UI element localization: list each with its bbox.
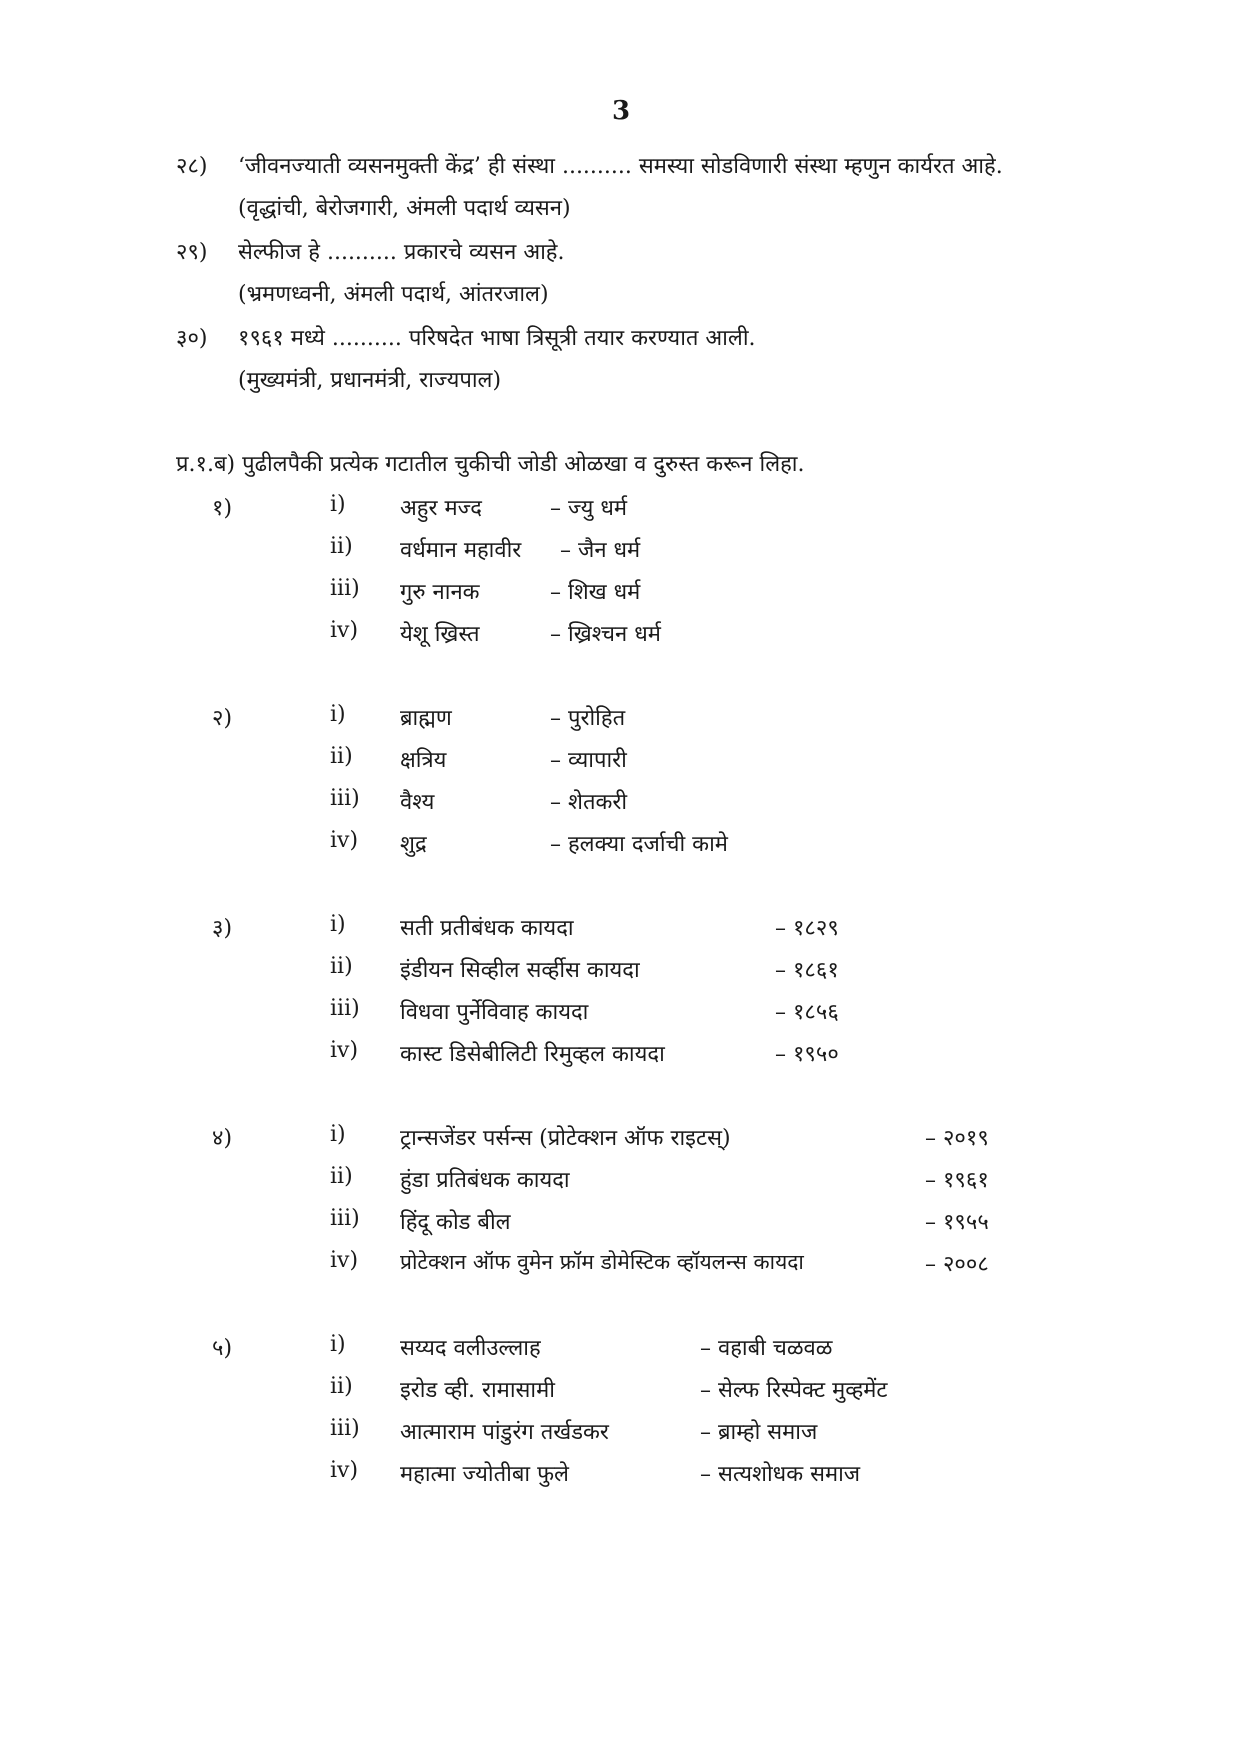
group-1-right-iv: – ख्रिश्चन धर्म (550, 622, 661, 647)
group-5-number: ५) (212, 1336, 233, 1361)
question-28-options: (वृद्धांची, बेरोजगारी, अंमली पदार्थ व्यसन) (238, 196, 571, 221)
group-1-right-i: – ज्यु धर्म (550, 496, 628, 521)
group-4-roman-ii: ii) (330, 1164, 353, 1189)
group-2-left-iv: शुद्र (400, 832, 427, 857)
group-4-left-ii: हुंडा प्रतिबंधक कायदा (400, 1168, 570, 1193)
group-3-right-i: – १८२९ (775, 916, 839, 941)
group-4-left-iii: हिंदू कोड बील (400, 1210, 511, 1235)
question-28-text: ‘जीवनज्याती व्यसनमुक्ती केंद्र’ ही संस्था .......... समस्या सोडविणारी संस्था म्हणुन कार्यरत आहे. (238, 154, 1003, 179)
group-3-right-ii: – १८६१ (775, 958, 839, 983)
group-2-number: २) (212, 706, 233, 731)
group-2-roman-ii: ii) (330, 744, 353, 769)
group-5-left-ii: इरोड व्ही. रामासामी (400, 1378, 555, 1403)
group-2-roman-iv: iv) (330, 828, 359, 853)
group-5-right-iii: – ब्राम्हो समाज (700, 1420, 818, 1445)
group-3-right-iii: – १८५६ (775, 1000, 839, 1025)
group-5-roman-iv: iv) (330, 1458, 359, 1483)
group-5-roman-i: i) (330, 1332, 346, 1357)
group-2-right-iii: – शेतकरी (550, 790, 628, 815)
group-1-number: १) (212, 496, 233, 521)
group-5-right-iv: – सत्यशोधक समाज (700, 1462, 861, 1487)
question-30-number: ३०) (176, 326, 208, 351)
group-4-right-iii: – १९५५ (925, 1210, 989, 1235)
group-3-left-iv: कास्ट डिसेबीलिटी रिमुव्हल कायदा (400, 1042, 665, 1067)
group-2-roman-i: i) (330, 702, 346, 727)
group-3-roman-iv: iv) (330, 1038, 359, 1063)
group-4-right-iv: – २००८ (925, 1252, 989, 1277)
question-28-number: २८) (176, 154, 208, 179)
group-3-roman-iii: iii) (330, 996, 360, 1021)
group-3-roman-ii: ii) (330, 954, 353, 979)
group-5-right-i: – वहाबी चळवळ (700, 1336, 833, 1361)
group-4-roman-iii: iii) (330, 1206, 360, 1231)
question-29-options: (भ्रमणध्वनी, अंमली पदार्थ, आंतरजाल) (238, 282, 549, 307)
group-5-right-ii: – सेल्फ रिस्पेक्ट मुव्हमेंट (700, 1378, 888, 1403)
group-5-left-iii: आत्माराम पांडुरंग तर्खडकर (400, 1420, 609, 1445)
group-3-left-i: सती प्रतीबंधक कायदा (400, 916, 574, 941)
group-1-left-iii: गुरु नानक (400, 580, 480, 605)
question-30-text: १९६१ मध्ये .......... परिषदेत भाषा त्रिसूत्री तयार करण्यात आली. (238, 326, 756, 351)
group-2-left-i: ब्राह्मण (400, 706, 452, 731)
group-4-roman-iv: iv) (330, 1248, 359, 1273)
group-2-left-iii: वैश्य (400, 790, 435, 815)
group-5-roman-ii: ii) (330, 1374, 353, 1399)
group-3-number: ३) (212, 916, 233, 941)
group-1-right-iii: – शिख धर्म (550, 580, 641, 605)
group-3-left-iii: विधवा पुर्नेविवाह कायदा (400, 1000, 589, 1025)
group-5-left-iv: महात्मा ज्योतीबा फुले (400, 1462, 569, 1487)
group-4-left-iv: प्रोटेक्शन ऑफ वुमेन फ्रॉम डोमेस्टिक व्हॉयलन्स कायदा (400, 1250, 804, 1274)
group-3-roman-i: i) (330, 912, 346, 937)
group-4-right-i: – २०१९ (925, 1126, 989, 1151)
page-number: 3 (611, 96, 631, 126)
question-30-options: (मुख्यमंत्री, प्रधानमंत्री, राज्यपाल) (238, 368, 502, 393)
group-1-roman-i: i) (330, 492, 346, 517)
group-2-right-iv: – हलक्या दर्जाची कामे (550, 832, 728, 857)
group-3-left-ii: इंडीयन सिव्हील सर्व्हीस कायदा (400, 958, 640, 983)
group-4-right-ii: – १९६१ (925, 1168, 989, 1193)
group-1-roman-iii: iii) (330, 576, 360, 601)
group-5-roman-iii: iii) (330, 1416, 360, 1441)
group-4-number: ४) (212, 1126, 233, 1151)
group-3-right-iv: – १९५० (775, 1042, 839, 1067)
group-2-left-ii: क्षत्रिय (400, 748, 447, 773)
question-29-text: सेल्फीज हे .......... प्रकारचे व्यसन आहे. (238, 240, 565, 265)
group-5-left-i: सय्यद वलीउल्लाह (400, 1336, 541, 1361)
question-29-number: २९) (176, 240, 208, 265)
group-1-right-ii: – जैन धर्म (560, 538, 641, 563)
group-1-roman-iv: iv) (330, 618, 359, 643)
group-1-roman-ii: ii) (330, 534, 353, 559)
group-4-roman-i: i) (330, 1122, 346, 1147)
group-4-left-i: ट्रान्सजेंडर पर्सन्स (प्रोटेक्शन ऑफ राइटस्) (400, 1126, 731, 1151)
group-2-right-i: – पुरोहित (550, 706, 626, 731)
group-2-roman-iii: iii) (330, 786, 360, 811)
group-1-left-ii: वर्धमान महावीर (400, 538, 522, 563)
section-b-heading: प्र.१.ब) पुढीलपैकी प्रत्येक गटातील चुकीची जोडी ओळखा व दुरुस्त करून लिहा. (176, 452, 805, 477)
group-1-left-iv: येशू ख्रिस्त (400, 622, 480, 647)
group-2-right-ii: – व्यापारी (550, 748, 627, 773)
group-1-left-i: अहुर मज्द (400, 496, 482, 521)
